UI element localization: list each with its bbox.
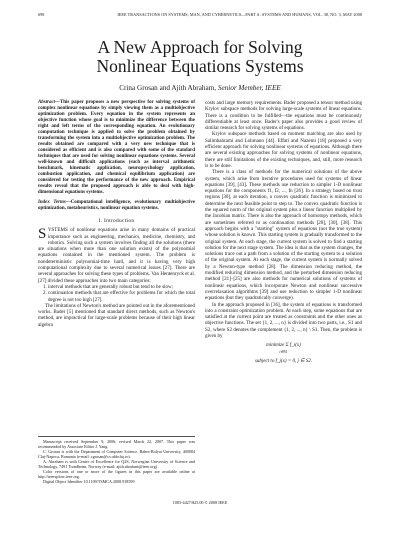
right-paragraph-2: Krylov subspace methods based on moment matching are also used by Salimbahrami and Lohmann [44]. Effati and Nazemi [18] proposed a very efficient approach for solving nonlinear systems of equations. Although there are several existing approaches for solving systems of nonlinear equations, there are still limitations of the existing techniques, and, still, more research is to be done. [205,131,362,169]
title-line-2: Nonlinear Equations Systems [96,56,304,76]
index-terms-text: —Computational intelligence, evolutionary multiobjective optimization, metaheuristics, nonlinear equation systems. [38,200,195,211]
abstract-text: —This paper proposes a new perspective for solving systems of complex nonlinear equations by simply viewing them as a multiobjective optimization problem. Every equation in the system represents an objective function whose goal is to minimize the difference between the right and left terms of the corresponding equation. An evolutionary computation technique is applied to solve the problem obtained by transforming the system into a multiobjective optimization problem. The results obtained are compared with a very new technique that is considered as efficient and is also compared with some of the standard techniques that are used for solving nonlinear equations systems. Several well-known and difficult applications (such as interval arithmetic benchmark, kinematic application, neuropsychology application, combustion application, and chemical equilibrium application) are considered for testing the performance of the new approach. Empirical results reveal that the proposed approach is able to deal with high-dimensional equations systems. [38,100,195,195]
approach-list [38,284,195,303]
authors [38,84,362,92]
paper-title [38,38,362,76]
abstract [38,100,195,196]
author-membership: Senior Member, IEEE [217,84,281,92]
intro-paragraph-1-text: YSTEMS of nonlinear equations arise in many domains of practical importance such as engineering, mechanics, medicine, chemistry, and robotics. Solving such a system involves finding all the solutions (there are situations when more than one solution exists) of the polynomial equations contained in the mentioned system. The problem is nondeterministic polynomial-time hard, and it is having very high computational complexity due to several numerical issues [27]. There are several approaches for solving these types of problems. Van Hentenryck et al. [27] divided these approaches into two main categories: [38,227,195,284]
footnote-author-1: C. Grosan is with the Department of Computer Science, Babes-Bolyai University, 400084 Cluj-Napoca, Romania (e-mail: cgrosan@cs.ubbcluj.ro). [38,449,195,459]
copyright-line: 1083-4427/$25.00 © 2008 IEEE [172,500,228,505]
running-header [38,12,362,17]
title-line-1: A New Approach for Solving [97,37,303,57]
drop-cap: S [38,226,47,243]
equation-objective-subscript: i∈S1 [279,349,288,354]
journal-name: IEEE TRANSACTIONS ON SYSTEMS, MAN, AND CYBERNETICS—PART A: SYSTEMS AND HUMANS, VOL. 38, NO. 3, MAY 2008 [117,12,362,17]
index-terms [38,200,195,212]
right-column [205,100,362,367]
section-heading: I. Introduction [98,218,135,224]
footnote-author-2: A. Abraham is with Center of Excellence for Q2S, Norwegian University of Science and Technology, 7491 Trondheim, Norway (e-mail: ajith.abraham@ieee.org). [38,459,195,469]
abstract-label: Abstract [38,100,56,105]
equation-objective [205,342,362,355]
author-names: Crina Grosan and Ajith Abraham, [119,84,217,92]
footnote [38,436,195,484]
footnote-manuscript: Manuscript received September 9, 2006; revised March 22, 2007. This paper was recommended by Associate Editor J. Yang. [38,439,195,449]
list-item: 1. interval methods that are generally robust but tend to be slow; [48,284,195,290]
left-column [38,100,195,328]
footnote-color: Color versions of one or more of the figures in this paper are available online at http://ieeexplore.ieee.org. [38,469,195,479]
right-paragraph-3: There is a class of methods for the numerical solutions of the above system, which arise from iterative procedures used for systems of linear equations [39], [43]. These methods use reduction to simpler 1-D nonlinear equations for the components f1, f2, ..., fn [26]. In a strategy based on trust regions [30], at each iteration, a convex quadratic function is minimized to determine the next feasible point to step to. The convex quadratic function is the squared norm of the original system plus a linear function multiplied by the Jacobian matrix. There is also the approach of homotopy methods, which are sometimes referred to as continuation methods [28], [30], [38]. This approach begins with a "starting" system of equations (not the true system) whose solution is known. This starting system is gradually transformed to the original system. At each stage, the current system is solved to find a starting solution for the next stage system. The idea is that as the system changes, the solutions trace out a path from a solution of the starting system to a solution of the original system. At each stage, the current system is normally solved by a Newton-type method [28]. The dimension reducing method, the modified reducing dimension method, and the perturbed dimension reducing method [21]–[25] are also methods for numerical solutions of systems of nonlinear equations, which incorporate Newton and nonlinear successive overrelaxation algorithms [39] and use reduction to simpler 1-D nonlinear equations (but they quadratically converge). [205,169,362,302]
intro-paragraph-1 [38,227,195,284]
equation-objective-text: minimize Σ f_i(x) [266,342,301,349]
footnote-doi: Digital Object Identifier 10.1109/TSMCA.2008.918599 [43,479,135,484]
equation-constraint: subject to f_j(x) = 0, j ∈ S2. [254,357,313,364]
page-number: 698 [38,12,45,17]
intro-paragraph-2: The limitations of Newton's method are pointed out in the aforementioned works. Bader [5] mentioned that standard direct methods, such as Newton's method, are impractical for large-scale problems because of their high linear algebra [38,302,195,328]
right-paragraph-1: costs and large memory requirements. Bader proposed a tensor method using Krylov subspace methods for solving large-scale systems of linear equations. There is a condition to be fulfilled—the equations must be continuously differentiable at least once. Bader's paper also provides a good review of similar research for solving systems of equations. [205,100,362,132]
index-terms-label: Index Terms [38,200,66,205]
right-paragraph-4: In the approach proposed in [36], the system of equations is transformed into a constraint optimization problem. At each step, some equations that are satisfied at the current point are treated as constraints and the other ones as objective functions. The set {1, 2, ..., n} is divided into two parts, i.e., S1 and S2, where S2 denotes the complement {1, 2, ..., n} \ S1. Then, the problem is given by [205,301,362,339]
list-item: 2. continuation methods that are effective for problems for which the total degree is not too high [27]. [48,290,195,303]
